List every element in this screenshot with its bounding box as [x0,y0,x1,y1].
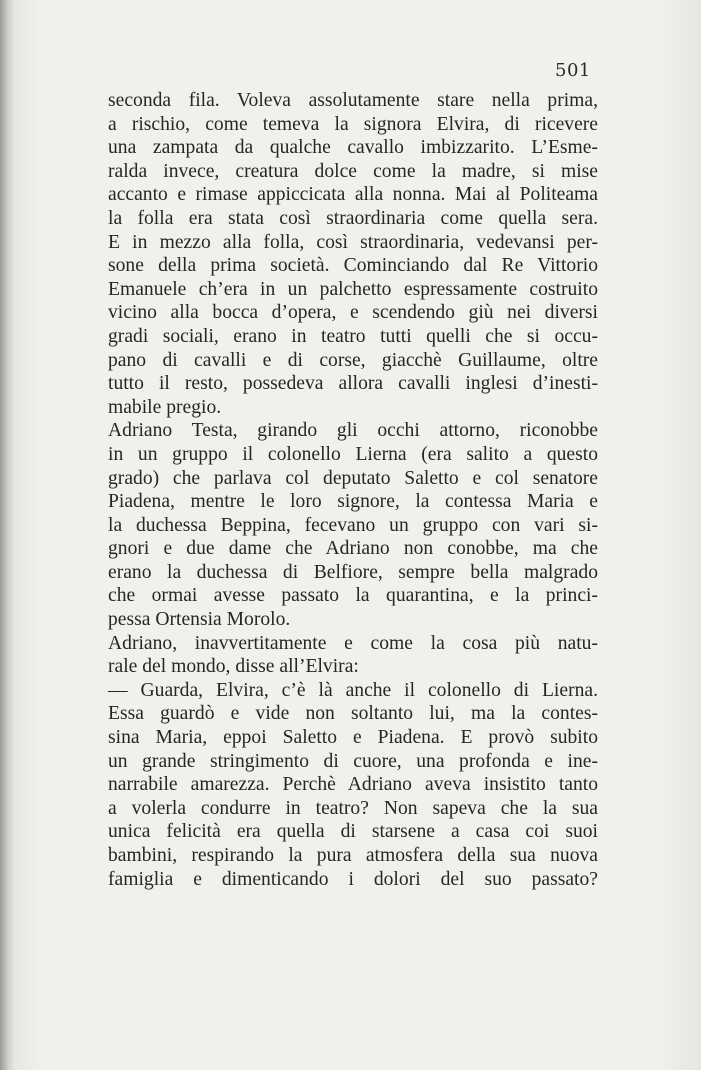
text-line: a rischio, come temeva la signora Elvira, di ricevere [108,113,598,135]
text-line: mabile pregio. [108,396,222,418]
text-line: Adriano, inavvertitamente e come la cosa più natu- [108,632,598,654]
text-line: narrabile amarezza. Perchè Adriano aveva insistito tanto [108,774,598,796]
text-line: gnori e due dame che Adriano non conobbe, ma che [108,538,598,560]
text-line: Essa guardò e vide non soltanto lui, ma la contes- [108,703,598,725]
text-line: ralda invece, creatura dolce come la madre, si mise [108,160,598,182]
text-line: Emanuele ch’era in un palchetto espressamente costruito [108,278,598,300]
body-text [108,89,598,891]
text-line: rale del mondo, disse all’Elvira: [108,656,359,678]
text-line: erano la duchessa di Belfiore, sempre bella malgrado [108,561,598,583]
text-line: pano di cavalli e di corse, giacchè Guillaume, oltre [108,349,598,371]
text-line: sina Maria, eppoi Saletto e Piadena. E provò subito [108,727,598,749]
text-line: una zampata da qualche cavallo imbizzarito. L’Esme- [108,137,598,159]
text-line: seconda fila. Voleva assolutamente stare nella prima, [108,90,598,111]
text-line: accanto e rimase appiccicata alla nonna. Mai al Politeama [108,184,598,206]
text-line: in un gruppo il colonello Lierna (era salito a questo [108,443,598,465]
text-line: grado) che parlava col deputato Saletto e col senatore [108,467,598,489]
text-line: E in mezzo alla folla, così straordinaria, vedevansi per- [108,231,598,253]
text-line: a volerla condurre in teatro? Non sapeva che la sua [108,797,598,819]
page-number: 501 [555,60,591,81]
text-line: un grande stringimento di cuore, una profonda e ine- [108,750,598,772]
text-line: bambini, respirando la pura atmosfera della sua nuova [108,845,598,866]
text-line: vicino alla bocca d’opera, e scendendo giù nei diversi [108,302,598,324]
text-line: — Guarda, Elvira, c’è là anche il colonello di Lierna. [108,679,598,701]
text-line: Piadena, mentre le loro signore, la contessa Maria e [108,491,598,513]
text-line: la folla era stata così straordinaria come quella sera. [108,207,598,229]
text-line: gradi sociali, erano in teatro tutti quelli che si occu- [108,325,598,347]
text-line: unica felicità era quella di starsene a casa coi suoi [108,821,598,843]
text-line: che ormai avesse passato la quarantina, e la princi- [108,585,598,607]
text-line: pessa Ortensia Morolo. [108,609,291,631]
text-line: Adriano Testa, girando gli occhi attorno, riconobbe [108,420,598,442]
text-line: famiglia e dimenticando i dolori del suo passato? [108,868,598,890]
text-line: la duchessa Beppina, fecevano un gruppo con vari si- [108,514,598,536]
text-line: sone della prima società. Cominciando dal Re Vittorio [108,255,598,277]
text-line: tutto il resto, possedeva allora cavalli inglesi d’inesti- [108,373,598,395]
page-spine-shadow [0,0,14,1070]
